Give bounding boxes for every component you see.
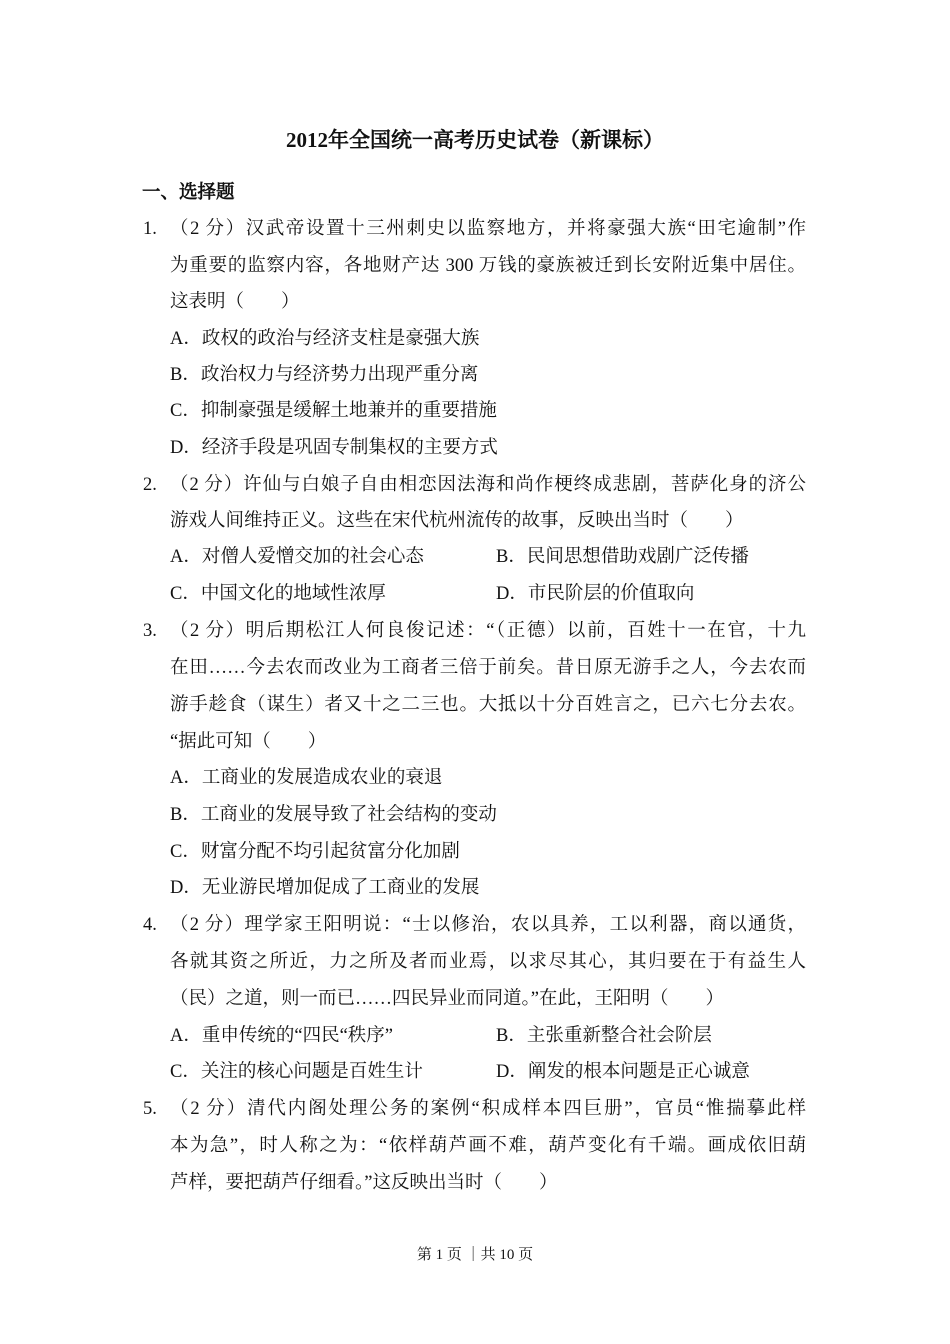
option-b: B．工商业的发展导致了社会结构的变动: [170, 805, 497, 825]
page-title: 2012年全国统一高考历史试卷（新课标）: [286, 128, 664, 152]
question-number: 5.: [143, 1099, 157, 1119]
option-d: D．无业游民增加促成了工商业的发展: [170, 878, 480, 898]
option-a: A．重申传统的“四民“秩序”: [170, 1026, 393, 1046]
option-a: A．工商业的发展造成农业的衰退: [170, 768, 443, 788]
question-number: 3.: [143, 621, 157, 641]
option-c: C．抑制豪强是缓解土地兼并的重要措施: [170, 401, 497, 421]
option-d: D．阐发的根本问题是正心诚意: [496, 1062, 750, 1082]
question-text: （2 分）理学家王阳明说：“士以修治，农以具养，工以利器，商以通货，: [170, 915, 806, 935]
question-text: 这表明（ ）: [170, 292, 300, 312]
section-heading: 一、选择题: [142, 183, 235, 203]
option-a: A．政权的政治与经济支柱是豪强大族: [170, 329, 480, 349]
question-text: （2 分）清代内阁处理公务的案例“积成样本四巨册”，官员“惟揣摹此样: [170, 1099, 806, 1119]
option-c: C．财富分配不均引起贫富分化加剧: [170, 842, 460, 862]
question-text: （2 分）汉武帝设置十三州刺史以监察地方，并将豪强大族“田宅逾制”作: [170, 219, 806, 239]
option-c: C．中国文化的地域性浓厚: [170, 584, 386, 604]
question-text: 本为急”，时人称之为：“依样葫芦画不难，葫芦变化有千端。画成依旧葫: [170, 1136, 806, 1156]
option-a: A．对僧人爱憎交加的社会心态: [170, 547, 424, 567]
question-text: 游戏人间维持正义。这些在宋代杭州流传的故事，反映出当时（ ）: [170, 511, 744, 531]
question-text: 游手趁食（谋生）者又十之二三也。大抵以十分百姓言之，已六七分去农。: [170, 695, 806, 715]
question-text: 在田……今去农而改业为工商者三倍于前矣。昔日原无游手之人，今去农而: [170, 658, 806, 678]
question-text: 为重要的监察内容，各地财产达 300 万钱的豪族被迁到长安附近集中居住。: [170, 256, 806, 276]
question-text: （2 分）许仙与白娘子自由相恋因法海和尚作梗终成悲剧，菩萨化身的济公: [170, 475, 806, 495]
option-b: B．主张重新整合社会阶层: [496, 1026, 712, 1046]
question-number: 4.: [143, 915, 157, 935]
question-text: “据此可知（ ）: [170, 732, 327, 752]
question-number: 1.: [143, 219, 157, 239]
option-b: B．政治权力与经济势力出现严重分离: [170, 365, 479, 385]
question-text: 各就其资之所近，力之所及者而业焉，以求尽其心，其归要在于有益生人: [170, 952, 806, 972]
question-text: 芦样，要把葫芦仔细看。”这反映出当时（ ）: [170, 1173, 558, 1193]
question-number: 2.: [143, 475, 157, 495]
option-d: D．市民阶层的价值取向: [496, 584, 695, 604]
option-b: B．民间思想借助戏剧广泛传播: [496, 547, 749, 567]
option-d: D．经济手段是巩固专制集权的主要方式: [170, 438, 498, 458]
question-text: （2 分）明后期松江人何良俊记述：“（正德）以前，百姓十一在官，十九: [170, 621, 806, 641]
question-text: （民）之道，则一而已……四民异业而同道。”在此，王阳明（ ）: [170, 989, 724, 1009]
page-footer: 第 1 页 ｜共 10 页: [416, 1247, 534, 1263]
option-c: C．关注的核心问题是百姓生计: [170, 1062, 423, 1082]
